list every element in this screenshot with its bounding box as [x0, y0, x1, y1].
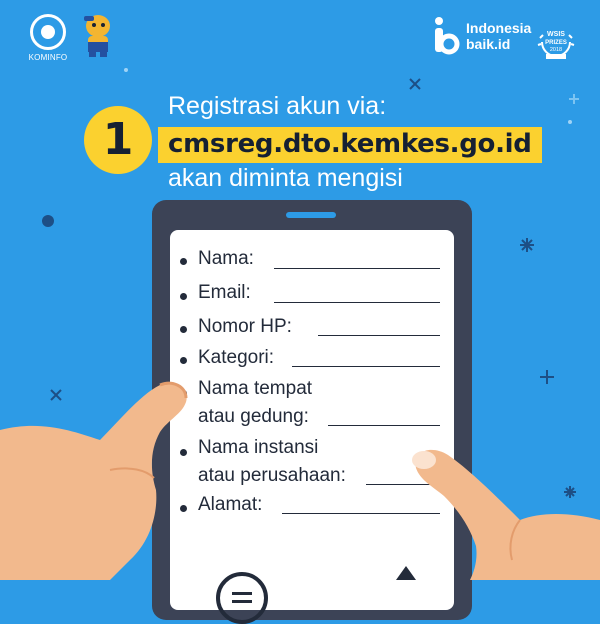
bullet	[180, 390, 187, 397]
input-line-kategori	[292, 366, 440, 367]
input-line-nama-instansi	[366, 484, 440, 485]
plus-icon	[540, 370, 554, 384]
phone-illustration	[152, 200, 472, 620]
cross-icon	[51, 390, 61, 400]
input-line-alamat	[282, 513, 440, 514]
dot-decoration	[42, 215, 54, 227]
input-line-nomor-hp	[318, 335, 440, 336]
bullet	[180, 258, 187, 265]
form-label-nomor-hp: Nomor HP:	[198, 316, 292, 337]
ministry-logo-icon	[30, 14, 66, 50]
phone-speaker	[286, 212, 336, 218]
step-instruction-line3: akan diminta mengisi	[168, 164, 403, 192]
sparkle-icon	[569, 94, 579, 104]
form-label-nama-instansi: Nama instansi	[198, 437, 319, 458]
bullet	[180, 293, 187, 300]
form-label-kategori: Kategori:	[198, 347, 275, 368]
form-label-email: Email:	[198, 282, 251, 303]
award-badge-icon	[536, 22, 576, 62]
input-line-nama-tempat	[328, 425, 440, 426]
svg-text:WSIS: WSIS	[547, 31, 565, 38]
sparkle-icon	[520, 238, 534, 252]
ministry-logo	[28, 14, 68, 62]
indonesiabaik-logo	[432, 16, 531, 56]
indonesiabaik-logo-icon	[432, 16, 460, 56]
step-instruction-line1: Registrasi akun via:	[168, 92, 387, 120]
bullet	[180, 449, 187, 456]
plant-decoration	[0, 568, 40, 580]
dot-decoration	[124, 68, 128, 72]
form-label-atau-perusahaan: atau perusahaan:	[198, 465, 346, 486]
mascot-icon	[78, 12, 118, 58]
cross-icon	[410, 79, 420, 89]
phone-screen	[170, 230, 454, 610]
bullet	[180, 326, 187, 333]
form-label-atau-gedung: atau gedung:	[198, 406, 309, 427]
registration-url[interactable]: cmsreg.dto.kemkes.go.id	[158, 127, 542, 163]
sparkle-icon	[564, 486, 576, 498]
form-label-nama: Nama:	[198, 248, 254, 269]
ministry-logo-text: KOMINFO	[28, 53, 68, 62]
bullet	[180, 357, 187, 364]
input-line-nama	[274, 268, 440, 269]
bullet	[180, 505, 187, 512]
brand-line2: baik.id	[466, 36, 511, 52]
form-label-nama-tempat: Nama tempat	[198, 378, 313, 399]
form-label-alamat: Alamat:	[198, 494, 263, 515]
step-number-badge: 1	[84, 106, 152, 174]
svg-text:2018: 2018	[549, 47, 563, 53]
input-line-email	[274, 302, 440, 303]
svg-text:PRIZES: PRIZES	[545, 40, 567, 46]
dot-decoration	[568, 120, 572, 124]
brand-line1: Indonesia	[466, 20, 532, 36]
